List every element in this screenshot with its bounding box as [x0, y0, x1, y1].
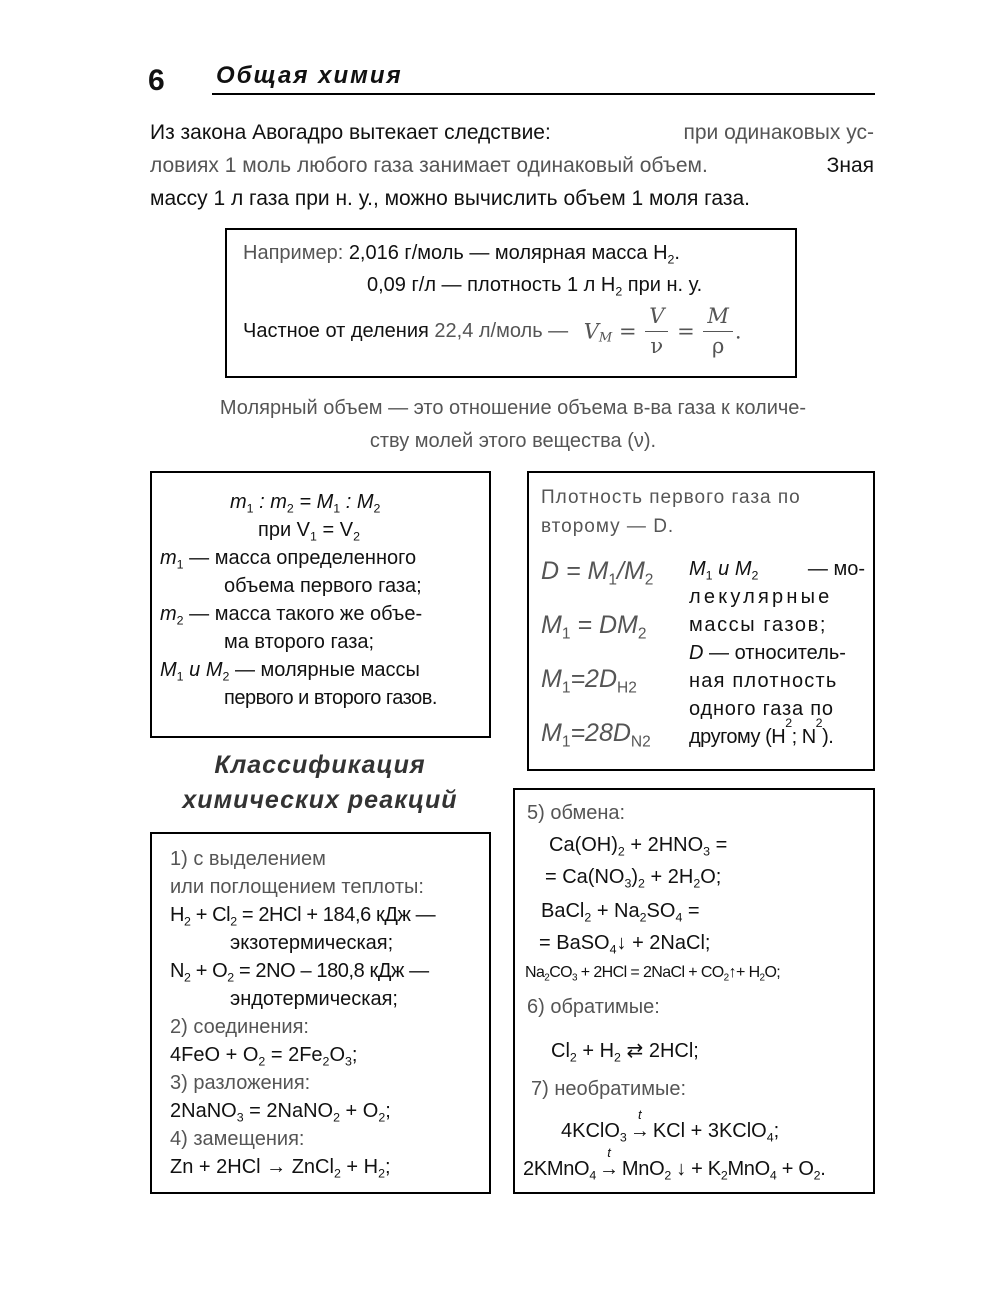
subscript: 2 — [569, 1050, 577, 1065]
desc-text: ; N — [791, 726, 816, 748]
example-text: 0,09 г/л — плотность 1 л H — [367, 274, 616, 296]
eq-text: CO — [549, 964, 572, 981]
example-box — [225, 228, 797, 378]
eq-text: = 2NO – 180,8 кДж — — [233, 960, 429, 982]
category-label: 4) замещения: — [170, 1128, 305, 1150]
formula-text: M — [541, 719, 562, 747]
eq-text: = 2HCl + 184,6 кДж — — [236, 904, 436, 926]
reaction-equation — [541, 900, 700, 923]
fraction — [703, 306, 733, 357]
page-number: 6 — [148, 64, 165, 97]
subscript: M — [598, 330, 613, 346]
condition-text: = V — [316, 519, 354, 541]
m2-definition — [160, 603, 422, 626]
subscript: 2 — [615, 284, 623, 299]
eq-text: Cl — [551, 1040, 570, 1062]
subscript: 3 — [572, 972, 577, 984]
intro-text-gray: ловиях 1 моль любого газа занимает одинаковый объем. — [150, 154, 708, 177]
category-label: 6) обратимые: — [527, 996, 660, 1018]
molar-mass-definition — [160, 659, 420, 682]
subscript: 1 — [561, 625, 571, 643]
reaction-equation — [170, 960, 429, 983]
eq-text: H — [170, 904, 185, 926]
reaction-equation — [170, 1156, 391, 1179]
reaction-equation — [551, 1038, 699, 1063]
category-label: 3) разложения: — [170, 1072, 311, 1094]
example-line-2 — [367, 274, 702, 297]
desc-line: одного газа по — [689, 698, 834, 720]
symbol: и M — [712, 558, 752, 580]
subscript: 3 — [703, 844, 711, 859]
eq-text: ) — [631, 866, 639, 888]
eq-text: ; — [773, 1120, 780, 1142]
arrow-icon: → — [629, 1120, 650, 1142]
subscript: 1 — [561, 733, 571, 751]
subscript: 2 — [258, 1054, 266, 1069]
eq-text: ; — [351, 1044, 358, 1066]
example-text: при н. у. — [622, 274, 703, 296]
eq-text: O; — [700, 866, 722, 888]
subscript: 2 — [286, 501, 294, 516]
formula-text: = DM — [570, 611, 638, 639]
reaction-equation — [170, 1100, 391, 1123]
formula-text: /M — [617, 557, 645, 585]
definition-text: объема первого газа; — [224, 575, 422, 597]
eq-text: ⇄ 2HCl; — [620, 1040, 699, 1062]
period: . — [734, 319, 742, 344]
molar-volume-formula — [583, 304, 742, 358]
reaction-equation — [170, 904, 435, 927]
reaction-types-right-box — [513, 788, 875, 1194]
subscript: 2 — [176, 613, 184, 628]
formula-text: =2D — [570, 665, 618, 693]
subscript: 2 — [644, 571, 654, 589]
density-heading-line: Плотность первого газа по — [541, 487, 801, 508]
subscript: 2 — [664, 1168, 671, 1183]
subscript: 2 — [638, 876, 645, 891]
desc-text: — относитель- — [703, 642, 846, 664]
eq-text: = 2Fe — [265, 1044, 323, 1066]
eq-text: + O — [340, 1100, 379, 1122]
ratio-formula — [230, 491, 380, 514]
density-formula-2 — [541, 611, 647, 643]
subscript: 1 — [176, 669, 184, 684]
desc-line: ная плотность — [689, 670, 838, 692]
subscript: 2 — [667, 252, 675, 267]
eq-text: ; — [385, 1100, 391, 1122]
eq-text: + Cl — [190, 904, 231, 926]
subscript: 1 — [333, 501, 341, 516]
example-text: Частное от деления — [243, 320, 435, 343]
density-formula-4 — [541, 719, 651, 751]
intro-line-1 — [150, 116, 874, 149]
classification-heading — [150, 748, 490, 818]
desc-text: ). — [822, 726, 834, 748]
desc-line — [689, 716, 865, 751]
eq-text: ↓ + 2NaCl; — [616, 932, 711, 954]
subscript: 2 — [720, 1168, 728, 1183]
symbol: и M — [183, 659, 223, 681]
eq-text: + O — [190, 960, 228, 982]
subscript: 3 — [236, 1110, 244, 1125]
eq-text: ↑+ H — [728, 964, 760, 981]
subscript: 2 — [723, 972, 729, 984]
example-text-gray: 22,4 л/моль — — [434, 320, 569, 343]
intro-line-2 — [150, 149, 874, 182]
eq-text: N — [170, 960, 185, 982]
relative-density-box — [527, 471, 875, 771]
desc-line — [689, 555, 865, 583]
reaction-equation — [545, 866, 721, 889]
eq-text: + 2HCl = 2NaCl + CO — [576, 964, 724, 981]
formula-symbol: : M — [340, 491, 374, 513]
category-label: 2) соединения: — [170, 1016, 309, 1038]
category-label: 7) необратимые: — [531, 1078, 687, 1100]
molar-volume-definition — [150, 392, 876, 458]
reaction-type: эндотермическая; — [230, 988, 398, 1010]
fraction — [645, 306, 668, 357]
example-line-1 — [243, 242, 680, 265]
formula-symbol: = M — [293, 491, 334, 513]
subscript: 1 — [561, 679, 571, 697]
subscript: 2 — [373, 501, 381, 516]
density-formula-1 — [541, 557, 654, 589]
subscript: 2 — [333, 1166, 341, 1181]
eq-text: Na — [525, 964, 545, 981]
eq-text: SO — [646, 900, 676, 922]
reaction-equation — [539, 932, 710, 955]
symbol: m — [160, 547, 177, 569]
density-heading — [541, 483, 801, 541]
fraction-denominator: ρ — [711, 334, 725, 358]
heating-arrow — [627, 1107, 653, 1143]
heading-line: Классификация — [214, 751, 426, 779]
heading-line: химических реакций — [182, 786, 458, 814]
subscript: 2 — [227, 970, 234, 985]
eq-text: = 2NaNO — [243, 1100, 334, 1122]
subscript: 1 — [608, 571, 617, 589]
symbol: M — [160, 659, 177, 681]
example-line-3 — [243, 306, 742, 357]
subscript: 1 — [705, 568, 713, 583]
definition-text: ма второго газа; — [224, 631, 375, 653]
subscript: 2 — [637, 625, 647, 643]
ratio-condition — [258, 519, 360, 542]
formula-text: M — [541, 665, 562, 693]
heat-mark: t — [607, 1145, 611, 1160]
subscript: 2 — [617, 844, 625, 859]
subscript: 2 — [813, 1168, 821, 1183]
reaction-equation — [549, 834, 727, 857]
subscript: 2 — [614, 1050, 621, 1065]
density-description — [689, 555, 865, 751]
subscript: 4 — [589, 1168, 596, 1183]
example-text: 2,016 г/моль — молярная масса H — [348, 242, 668, 264]
arrow-icon: → — [599, 1158, 619, 1180]
subscript: 1 — [176, 557, 184, 572]
subscript: 2 — [639, 910, 647, 925]
eq-text: = BaSO — [539, 932, 610, 954]
eq-text: + H — [576, 1040, 615, 1062]
reaction-equation — [525, 964, 780, 982]
eq-text: + O — [776, 1158, 814, 1180]
intro-text: Из закона Авогадро вытекает следствие: — [150, 121, 551, 144]
category-label: 5) обмена: — [527, 802, 626, 824]
subscript: 1 — [246, 501, 254, 516]
subscript: 2 — [759, 972, 765, 984]
eq-text: + H — [340, 1156, 379, 1178]
subscript: 2 — [584, 910, 592, 925]
eq-text: MnO — [621, 1158, 665, 1180]
density-heading-line: второму — D. — [541, 516, 675, 537]
eq-text: 2KMnO — [523, 1158, 590, 1180]
definition-text: — молярные массы — [229, 659, 420, 681]
subscript: 2 — [785, 716, 792, 730]
eq-text: = — [682, 900, 700, 922]
subscript: 2 — [693, 876, 701, 891]
desc-line: лекулярные — [689, 586, 833, 608]
eq-text: = — [710, 834, 728, 856]
equals-sign: = — [618, 319, 637, 344]
subscript: 2 — [544, 972, 550, 984]
eq-text: . — [820, 1158, 826, 1180]
formula-symbol: V — [583, 319, 599, 344]
m1-definition — [160, 547, 416, 570]
desc-line: массы газов; — [689, 614, 828, 636]
fraction-numerator: V — [645, 306, 668, 332]
fraction-denominator: ν — [650, 334, 664, 358]
subscript: 2 — [815, 716, 823, 730]
category-label: или поглощением теплоты: — [170, 876, 424, 898]
subscript: 2 — [333, 1110, 340, 1125]
subscript: N2 — [630, 733, 651, 751]
subscript: 2 — [230, 914, 237, 929]
subscript: 2 — [751, 568, 759, 583]
eq-text: 2NaNO — [170, 1100, 237, 1122]
reaction-equation — [561, 1107, 780, 1145]
eq-text: Zn + 2HCl → ZnCl — [170, 1156, 334, 1178]
symbol: m — [160, 603, 177, 625]
subscript: 4 — [769, 1168, 777, 1183]
desc-text: — мо- — [807, 558, 865, 580]
formula-text: D = M — [541, 557, 609, 585]
condition-text: при V — [258, 519, 311, 541]
eq-text: 4FeO + O — [170, 1044, 259, 1066]
subscript: H2 — [617, 679, 637, 697]
subscript: 2 — [184, 970, 191, 985]
subscript: 4 — [609, 942, 617, 957]
definition-text: первого и второго газов. — [224, 687, 437, 709]
eq-text: + Na — [591, 900, 640, 922]
fraction-numerator: M — [703, 306, 733, 332]
eq-text: ; — [385, 1156, 391, 1178]
intro-text: массу 1 л газа при н. у., можно вычислить объем 1 моля газа. — [150, 187, 750, 210]
subscript: 3 — [624, 876, 632, 891]
eq-text: = Ca(NO — [545, 866, 625, 888]
symbol: D — [689, 642, 704, 664]
desc-text: другому (H — [689, 726, 786, 748]
eq-text: + 2H — [644, 866, 694, 888]
eq-text: 4KClO — [561, 1120, 620, 1142]
header-rule — [212, 93, 875, 95]
subscript: 2 — [184, 914, 191, 929]
definition-text: — масса определенного — [183, 547, 417, 569]
symbol: M — [689, 558, 706, 580]
subscript: 2 — [378, 1110, 386, 1125]
subscript: 3 — [345, 1054, 352, 1069]
heat-mark: t — [638, 1107, 642, 1122]
subscript: 4 — [675, 910, 683, 925]
formula-symbol: m — [230, 491, 247, 513]
definition-text: — масса такого же объе- — [183, 603, 423, 625]
subscript: 1 — [310, 529, 317, 544]
reaction-equation — [170, 1044, 357, 1067]
example-label: Например: — [243, 242, 344, 264]
definition-line-1: Молярный объем — это отношение объема в-ва газа к количе- — [219, 397, 807, 419]
density-formula-3 — [541, 665, 637, 697]
reaction-types-left-box — [150, 832, 491, 1194]
formula-text: M — [541, 611, 562, 639]
eq-text: ↓ + K — [670, 1158, 721, 1180]
category-label: 1) с выделением — [170, 848, 326, 870]
desc-line — [689, 639, 865, 667]
formula-symbol: : m — [253, 491, 287, 513]
eq-text: O; — [764, 964, 781, 981]
subscript: 3 — [619, 1130, 627, 1145]
subscript: 2 — [353, 529, 360, 544]
eq-text: MnO — [727, 1158, 770, 1180]
eq-text: O — [329, 1044, 346, 1066]
eq-text: + 2HNO — [624, 834, 704, 856]
running-header-title: Общая химия — [216, 62, 403, 89]
subscript: 2 — [378, 1166, 385, 1181]
subscript: 4 — [766, 1130, 774, 1145]
eq-text: BaCl — [541, 900, 585, 922]
formula-text: =28D — [570, 719, 631, 747]
intro-line-3 — [150, 182, 874, 215]
equals-sign: = — [677, 319, 695, 344]
eq-text: Ca(OH) — [549, 834, 618, 856]
heating-arrow — [596, 1145, 622, 1181]
gas-ratio-box — [150, 471, 491, 738]
subscript: 2 — [222, 669, 230, 684]
reaction-type: экзотермическая; — [230, 932, 394, 954]
reaction-equation — [523, 1145, 826, 1183]
eq-text: KCl + 3KClO — [652, 1120, 767, 1142]
intro-paragraph — [150, 116, 874, 215]
intro-text: Зная — [826, 154, 874, 177]
intro-text-gray: при одинаковых ус- — [683, 121, 874, 144]
example-text: . — [674, 242, 680, 264]
definition-line-2: ству молей этого вещества (ν). — [369, 430, 657, 452]
subscript: 2 — [322, 1054, 330, 1069]
